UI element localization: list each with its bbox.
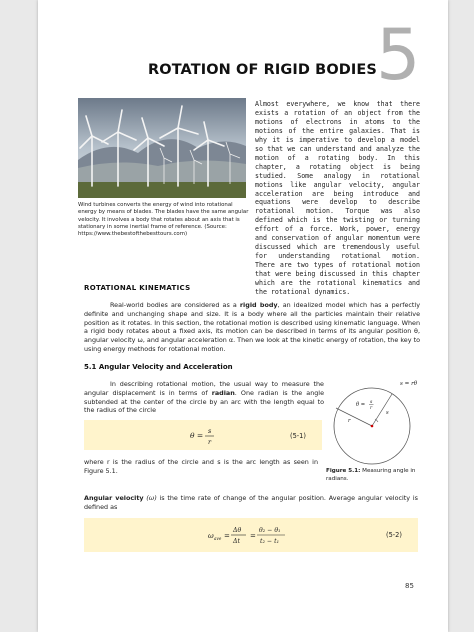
intro-paragraph: Almost everywhere, we know that there exists a rotation of an object from the motions of electrons in atoms to the motions of the entire galaxies. That is why it is imperative to develop a model so that we can understand and analyze the motion of a rotating body. In this chapter, a rotating object is being studied. Some analogy in rotational motions like angular velocity, angular acceleration are being introduce and equations were develop to describe rotational motion. Torque was also defined which is the twisting or turning effort of a force. Work, power, energy and conservation of angular momentum were discussed which are tremendously useful for understanding rotational motion. There are two types of rotational motion that were being discussed in this chapter which are the rotational kinematics and the rotational dynamics. <box>255 100 420 297</box>
eq1-lhs: θ = <box>190 431 204 440</box>
r-label: r <box>348 418 351 424</box>
page-number: 85 <box>405 582 414 590</box>
equation-5-1-formula <box>84 420 322 450</box>
eq1-numerator: s <box>208 427 212 435</box>
eq2-frac1-denominator: Δt <box>233 538 240 545</box>
angle-label-numerator: s <box>370 400 373 405</box>
arc-label: s = rθ <box>400 381 418 387</box>
angle-label-denominator: r <box>370 406 373 411</box>
angular-velocity-paragraph: Angular velocity (ω) is the time rate of change of the angular position. Average angular velocity is defined as <box>84 494 418 511</box>
eq2-lhs: ω <box>208 532 214 540</box>
equation-5-2-formula <box>84 518 418 552</box>
eq1-label: (5-1) <box>290 432 306 440</box>
subsection-heading: 5.1 Angular Velocity and Acceleration <box>84 363 233 371</box>
wind-turbine-photo <box>78 98 246 198</box>
eq2-frac2-numerator: θ₂ − θ₁ <box>259 527 281 534</box>
figure-caption: Figure 5.1: Measuring angle in radians. <box>326 468 416 482</box>
eq1-denominator: r <box>208 438 212 446</box>
equation-5-1 <box>84 420 322 450</box>
chapter-title: ROTATION OF RIGID BODIES <box>148 62 377 78</box>
rotational-kinematics-paragraph: Real-world bodies are considered as a rigid body, an idealized model which has a perfectly definite and unchanging shape and size. It is a body where all the particles maintain their relative position as it rotates. In this section, the rotational motion is described using kinematic language. When a rigid body rotates about a fixed axis, its motion can be described in terms of its angular position θ, angular velocity ω, and angular acceleration α. Then we look at the kinetic energy of rotation, the key to using energy methods for rotational motion. <box>84 301 420 354</box>
radius-line-2 <box>372 394 392 426</box>
s-label: s <box>386 410 389 416</box>
angle-label: θ = <box>356 402 366 408</box>
svg-text:=: = <box>250 532 256 540</box>
svg-text:=: = <box>224 532 230 540</box>
eq2-subscript: ave <box>214 536 222 541</box>
eq2-frac2-denominator: t₂ − t₁ <box>260 538 280 545</box>
radius-definition-paragraph: where r is the radius of the circle and s is the arc length as seen in Figure 5.1. <box>84 458 318 475</box>
angular-displacement-paragraph: In describing rotational motion, the usual way to measure the angular displacement is in terms of radian. One radian is the angle subtended at the center of the circle by an arc with the length equal to the radius of the circle <box>84 380 325 415</box>
chapter-number: 5 <box>376 14 421 96</box>
radius-line-1 <box>336 408 372 426</box>
eq2-frac1-numerator: Δθ <box>233 527 242 534</box>
eq2-label: (5-2) <box>386 531 402 539</box>
photo-caption: Wind turbines converts the energy of wind into rotational energy by means of blades. The blades have the same angular velocity. It involves a body that rotates about an axis that is stationary in some inertial frame of reference. (Source: https://www.thebestofthebesttours.com) <box>78 202 249 238</box>
figure-5-1-diagram <box>326 376 422 468</box>
section-heading: ROTATIONAL KINEMATICS <box>84 284 191 292</box>
equation-5-2 <box>84 518 418 552</box>
center-point <box>371 425 374 428</box>
